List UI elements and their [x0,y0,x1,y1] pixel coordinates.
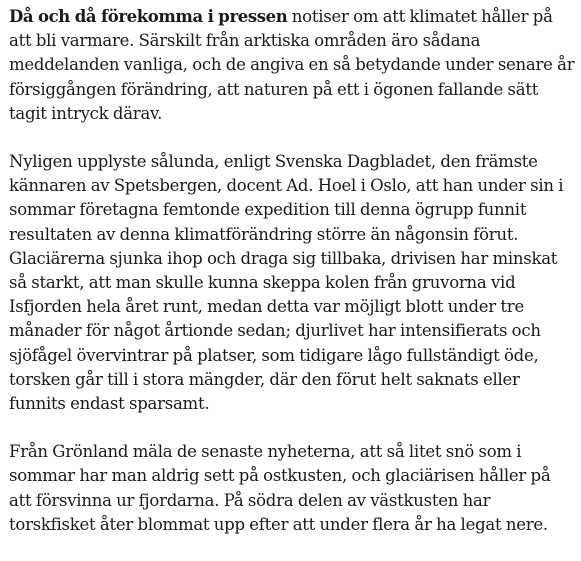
article-body [9,5,577,561]
paragraph-text: notiser om att klimatet håller på att bli varmare. Särskilt från arktiska områden äro sådana meddelanden vanliga, och de angiva en så betydande under senare år försiggången förändring, att naturen på ett i ögonen fallande sätt tagit intryck därav. [9,7,575,123]
paragraph-text: Nyligen upplyste sålunda, enligt Svenska Dagbladet, den främste kännaren av Spetsbergen, docent Ad. Hoel i Oslo, att han under sin i sommar företagna femtonde expedition till denna ögrupp funnit resultaten av denna klimatförändring större än någonsin förut. Glaciärerna sjunka ihop och draga sig tillbaka, drivisen har minskat så starkt, att man skulle kunna skeppa kolen från gruvorna vid Isfjorden hela året runt, medan detta var möjligt blott under tre månader för något årtionde sedan; djurlivet har intensifierats och sjöfågel övervintrar på platser, som tidigare lågo fullständigt öde, torsken går till i stora mängder, där den förut helt saknats eller funnits endast sparsamt. [9,152,564,414]
lead-in-text: Då och då förekomma i pressen [9,7,288,26]
article-paragraph-3 [9,440,577,537]
article-paragraph-1 [9,5,577,126]
article-paragraph-2 [9,150,577,416]
paragraph-text: Från Grönland mäla de senaste nyheterna, att så litet snö som i sommar har man aldrig sett på ostkusten, och glaciärisen håller på att försvinna ur fjordarna. På södra delen av västkusten har torskfisket åter blommat upp efter att under flera år ha legat nere. [9,442,551,534]
